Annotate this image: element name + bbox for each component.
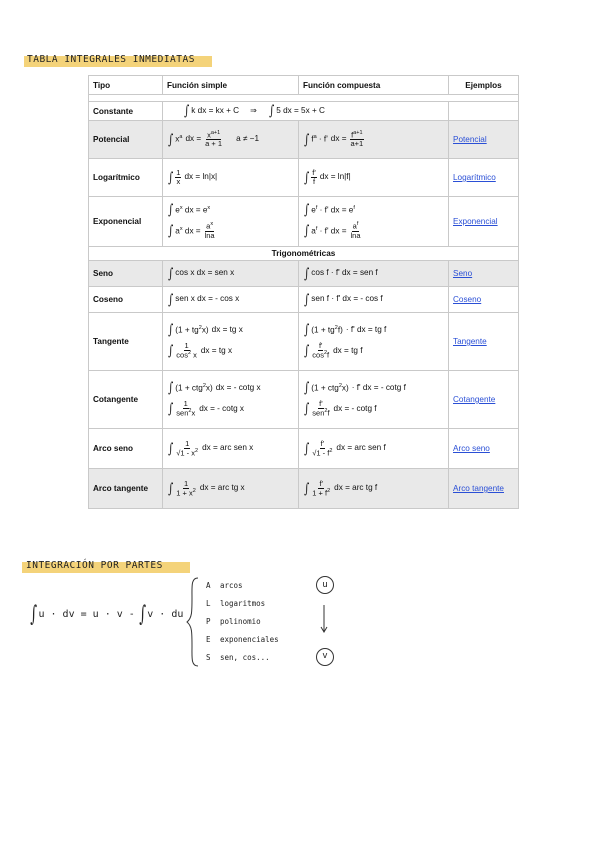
- fraction: $\frac{f'}{\cos^2f}$: [312, 341, 330, 360]
- formula: dx = tg x: [211, 325, 243, 335]
- integral-icon: ∫: [304, 401, 310, 417]
- formula: sen f · f' dx = - cos f: [311, 294, 383, 304]
- trig-header-row: [89, 247, 519, 261]
- alpes-list: [206, 577, 279, 667]
- table-row: [89, 469, 519, 509]
- formula: dx = arc sen x: [202, 443, 254, 453]
- section-header: Trigonométricas: [89, 247, 519, 261]
- header-compuesta: Función compuesta: [299, 76, 449, 95]
- integral-icon: ∫: [168, 223, 174, 239]
- row-name: Cotangente: [89, 371, 163, 429]
- table-row: Cotangente ∫ (1 + ctg$^2$x) dx = - cotg x ∫ $\frac{1}{sen^2x}$ dx = - cotg x ∫ (1 + ctg$^2$x) · f' dx = - cotg f ∫ $\frac{f'}{sen^2f}$ dx = - cotg f Cotangente: [89, 371, 519, 429]
- brace-icon: [186, 576, 200, 668]
- integral-icon: ∫: [139, 602, 146, 627]
- formula: · f' dx = tg f: [345, 325, 387, 335]
- example-link-seno[interactable]: Seno: [453, 269, 473, 278]
- integral-icon: ∫: [168, 169, 174, 186]
- example-link-cotangente[interactable]: Cotangente: [453, 395, 496, 404]
- arrow-icon: ⇒: [250, 105, 257, 115]
- fraction: $\frac{1}{x}$: [176, 168, 181, 186]
- formula: dx = arc sen f: [336, 443, 386, 453]
- example-link-exponencial[interactable]: Exponencial: [453, 217, 498, 226]
- header-tipo: Tipo: [89, 76, 163, 95]
- header-simple: Función simple: [163, 76, 299, 95]
- list-item: E exponenciales: [206, 635, 279, 644]
- formula: dx = ln|f|: [319, 172, 351, 182]
- integral-icon: ∫: [168, 265, 174, 282]
- list-item: P polinomio: [206, 617, 261, 626]
- fraction: $\frac{f'}{√1 - f^2}$: [312, 438, 333, 458]
- formula: sen x dx = - cos x: [175, 294, 240, 304]
- row-name: Constante: [89, 102, 163, 121]
- fraction: $\frac{1}{√1 - x^2}$: [176, 438, 199, 458]
- list-item: L logaritmos: [206, 599, 266, 608]
- integral-icon: ∫: [304, 343, 310, 359]
- example-link-arcoseno[interactable]: Arco seno: [453, 444, 490, 453]
- row-name: Tangente: [89, 313, 163, 371]
- formula: cos x dx = sen x: [175, 268, 235, 278]
- fraction: $\frac{a^x}{\ln a}$: [204, 221, 215, 240]
- integral-icon: ∫: [304, 223, 310, 239]
- table-row: [89, 429, 519, 469]
- list-item: S sen, cos...: [206, 653, 270, 662]
- integral-icon: ∫: [168, 291, 174, 308]
- row-name: Seno: [89, 261, 163, 287]
- integral-icon: ∫: [30, 602, 38, 627]
- parts-formula: [28, 602, 183, 627]
- table-row: [89, 159, 519, 197]
- integral-icon: ∫: [184, 103, 190, 119]
- integral-icon: ∫: [168, 202, 174, 219]
- integral-icon: ∫: [168, 401, 174, 417]
- row-name: Coseno: [89, 287, 163, 313]
- table-row: [89, 261, 519, 287]
- formula: u · dv = u · v -: [38, 609, 135, 620]
- integral-icon: ∫: [304, 480, 310, 497]
- fraction: $\frac{f'}{sen^2f}$: [312, 399, 330, 418]
- integral-icon: ∫: [304, 291, 310, 308]
- formula: dx =: [185, 134, 202, 144]
- formula: dx = - cotg x: [215, 383, 261, 393]
- integral-icon: ∫: [304, 265, 310, 282]
- fraction: $\frac{1}{sen^2x}$: [176, 399, 196, 418]
- formula: k dx = kx + C: [191, 105, 240, 115]
- table-row: [89, 287, 519, 313]
- header-ejemplos: Ejemplos: [449, 76, 519, 95]
- row-name: Arco seno: [89, 429, 163, 469]
- u-mark: u: [322, 580, 328, 590]
- fraction: $\frac{f'}{f}$: [312, 168, 316, 186]
- row-name: Potencial: [89, 121, 163, 159]
- row-name: Arco tangente: [89, 469, 163, 509]
- integral-icon: ∫: [304, 440, 310, 457]
- formula: v · du: [147, 609, 184, 620]
- v-mark: v: [322, 651, 328, 661]
- fraction: $\frac{a^f}{\ln a}$: [350, 221, 361, 240]
- integrals-table: [88, 75, 519, 509]
- fraction: $\frac{f^{a+1}}{a+1}$: [350, 129, 364, 149]
- integral-icon: ∫: [304, 169, 310, 186]
- integral-icon: ∫: [304, 380, 310, 397]
- v-circle-icon: [316, 648, 334, 666]
- formula: dx =: [330, 134, 347, 144]
- example-link-logaritmico[interactable]: Logarítmico: [453, 173, 496, 182]
- example-link-coseno[interactable]: Coseno: [453, 295, 482, 304]
- integral-icon: ∫: [168, 440, 174, 457]
- table-row: Tangente ∫ $(1 + tg^2x)$ dx = tg x ∫ $\frac{1}{\cos^2 x}$ dx = tg x ∫ $(1 + tg^2f)$ · f' dx = tg f ∫ $\frac{f'}{\cos^2f}$ dx = tg f Tangente: [89, 313, 519, 371]
- table-header: [89, 76, 519, 95]
- integral-icon: ∫: [304, 202, 310, 219]
- fraction: $\frac{1}{1 + x^2}$: [176, 478, 196, 498]
- integral-icon: ∫: [168, 131, 174, 148]
- page-title: TABLA INTEGRALES INMEDIATAS: [27, 54, 195, 65]
- formula: · f' dx = - cotg f: [351, 383, 406, 393]
- table-row: Exponencial ∫ $e^x$ dx = $e^x$ ∫ $a^x$ dx = $\frac{a^x}{\ln a}$ ∫ $e^f \cdot f'$ dx = $e^f$ ∫ $a^f \cdot f'$ dx = $\frac{a^f}{\ln a}$ Exponencial: [89, 197, 519, 247]
- integral-icon: ∫: [304, 322, 310, 339]
- formula: dx = tg f: [333, 345, 363, 355]
- row-name: Logarítmico: [89, 159, 163, 197]
- table-row: Potencial ∫ $x^a$ dx = $\frac{x^{a+1}}{a + 1}$ a ≠ −1 ∫ $f^a \cdot f'$ dx = $\frac{f^{a+1}}{a+1}$ Potencial: [89, 121, 519, 159]
- formula: dx = ln|x|: [184, 172, 218, 182]
- fraction: $\frac{f'}{1 + f^2}$: [312, 478, 331, 498]
- row-name: Exponencial: [89, 197, 163, 247]
- formula: dx = - cotg f: [333, 403, 377, 413]
- integral-icon: ∫: [304, 131, 310, 148]
- integral-icon: ∫: [168, 343, 174, 359]
- section-title: INTEGRACIÓN POR PARTES: [26, 560, 163, 571]
- arrow-down-icon: [319, 604, 329, 634]
- example-link-tangente[interactable]: Tangente: [453, 337, 487, 346]
- integral-icon: ∫: [168, 480, 174, 497]
- integral-icon: ∫: [269, 103, 275, 119]
- formula: dx = - cotg x: [199, 403, 245, 413]
- fraction: $\frac{1}{\cos^2 x}$: [176, 341, 197, 360]
- formula: dx = arc tg x: [199, 483, 245, 493]
- formula: 5 dx = 5x + C: [276, 105, 325, 115]
- u-circle-icon: [316, 576, 334, 594]
- example-link-potencial[interactable]: Potencial: [453, 135, 487, 144]
- table-row: [89, 102, 519, 121]
- integral-icon: ∫: [168, 322, 174, 339]
- example-link-arcotangente[interactable]: Arco tangente: [453, 484, 504, 493]
- list-item: A arcos: [206, 581, 243, 590]
- integral-icon: ∫: [168, 380, 174, 397]
- formula: dx = tg x: [200, 345, 233, 355]
- formula: dx = arc tg f: [334, 483, 378, 493]
- condition: a ≠ −1: [236, 134, 259, 144]
- fraction: $\frac{x^{a+1}}{a + 1}$: [205, 129, 223, 149]
- formula: cos f · f' dx = sen f: [311, 268, 378, 278]
